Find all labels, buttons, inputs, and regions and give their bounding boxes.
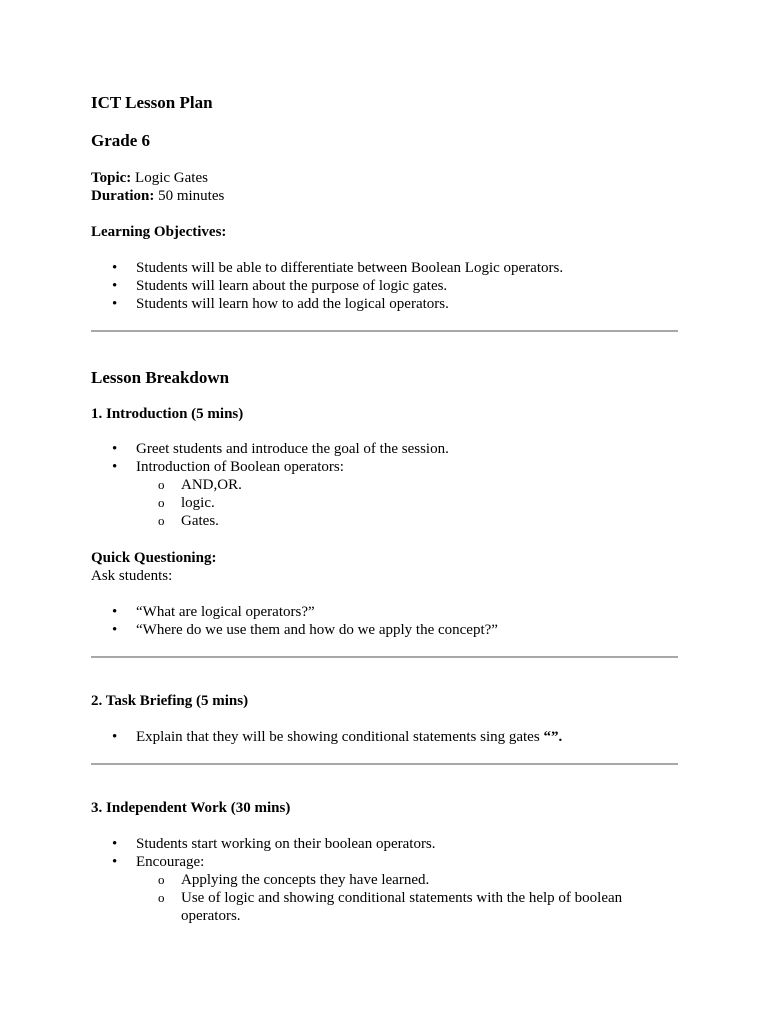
duration-line — [91, 187, 224, 205]
sub-bullet-icon: o — [158, 495, 165, 510]
questioning-heading: Quick Questioning: — [91, 550, 217, 566]
intro-heading: 1. Introduction (5 mins) — [91, 406, 244, 422]
list-item: Students will learn how to add the logical operators. — [136, 296, 449, 312]
list-item — [136, 728, 562, 746]
bullet-icon: • — [112, 729, 118, 745]
sub-bullet-icon: o — [158, 513, 165, 528]
list-item: Students start working on their boolean operators. — [136, 836, 436, 852]
bullet-icon: • — [112, 604, 118, 620]
bullet-icon: • — [112, 441, 118, 457]
objectives-heading: Learning Objectives: — [91, 224, 227, 240]
list-item: Students will learn about the purpose of logic gates. — [136, 278, 448, 294]
sub-bullet-icon: o — [158, 477, 165, 492]
topic-label: Topic: — [91, 170, 132, 186]
sub-list-item: logic. — [181, 495, 215, 511]
list-item: Encourage: — [136, 854, 205, 870]
list-item: Greet students and introduce the goal of the session. — [136, 441, 449, 457]
bullet-icon: • — [112, 260, 118, 276]
briefing-heading: 2. Task Briefing (5 mins) — [91, 693, 249, 709]
questioning-prompt: Ask students: — [91, 568, 173, 584]
bullet-icon: • — [112, 854, 118, 870]
list-item: “Where do we use them and how do we apply the concept?” — [136, 622, 498, 638]
bullet-icon: • — [112, 622, 118, 638]
sub-list-item: Applying the concepts they have learned. — [181, 872, 430, 888]
briefing-item-quote: “”. — [543, 729, 563, 745]
section-divider — [91, 763, 678, 765]
grade-heading: Grade 6 — [91, 131, 151, 150]
breakdown-heading: Lesson Breakdown — [91, 368, 230, 387]
sub-bullet-icon: o — [158, 872, 165, 887]
sub-list-item: AND,OR. — [181, 477, 242, 493]
duration-label: Duration: — [91, 188, 155, 204]
list-item: Students will be able to differentiate between Boolean Logic operators. — [136, 260, 564, 276]
list-item: Introduction of Boolean operators: — [136, 459, 344, 475]
topic-value: Logic Gates — [135, 170, 208, 186]
sub-list-item: Use of logic and showing conditional statements with the help of boolean — [181, 890, 623, 906]
bullet-icon: • — [112, 296, 118, 312]
topic-line — [91, 169, 208, 187]
list-item: “What are logical operators?” — [136, 604, 315, 620]
independent-heading: 3. Independent Work (30 mins) — [91, 800, 291, 816]
sub-list-item-continuation: operators. — [181, 908, 241, 924]
page-title: ICT Lesson Plan — [91, 93, 213, 112]
duration-value: 50 minutes — [158, 188, 225, 204]
bullet-icon: • — [112, 459, 118, 475]
section-divider — [91, 656, 678, 658]
sub-bullet-icon: o — [158, 890, 165, 905]
briefing-item-text: Explain that they will be showing conditional statements sing gates — [136, 729, 544, 745]
sub-list-item: Gates. — [181, 513, 219, 529]
bullet-icon: • — [112, 278, 118, 294]
section-divider — [91, 330, 678, 332]
bullet-icon: • — [112, 836, 118, 852]
